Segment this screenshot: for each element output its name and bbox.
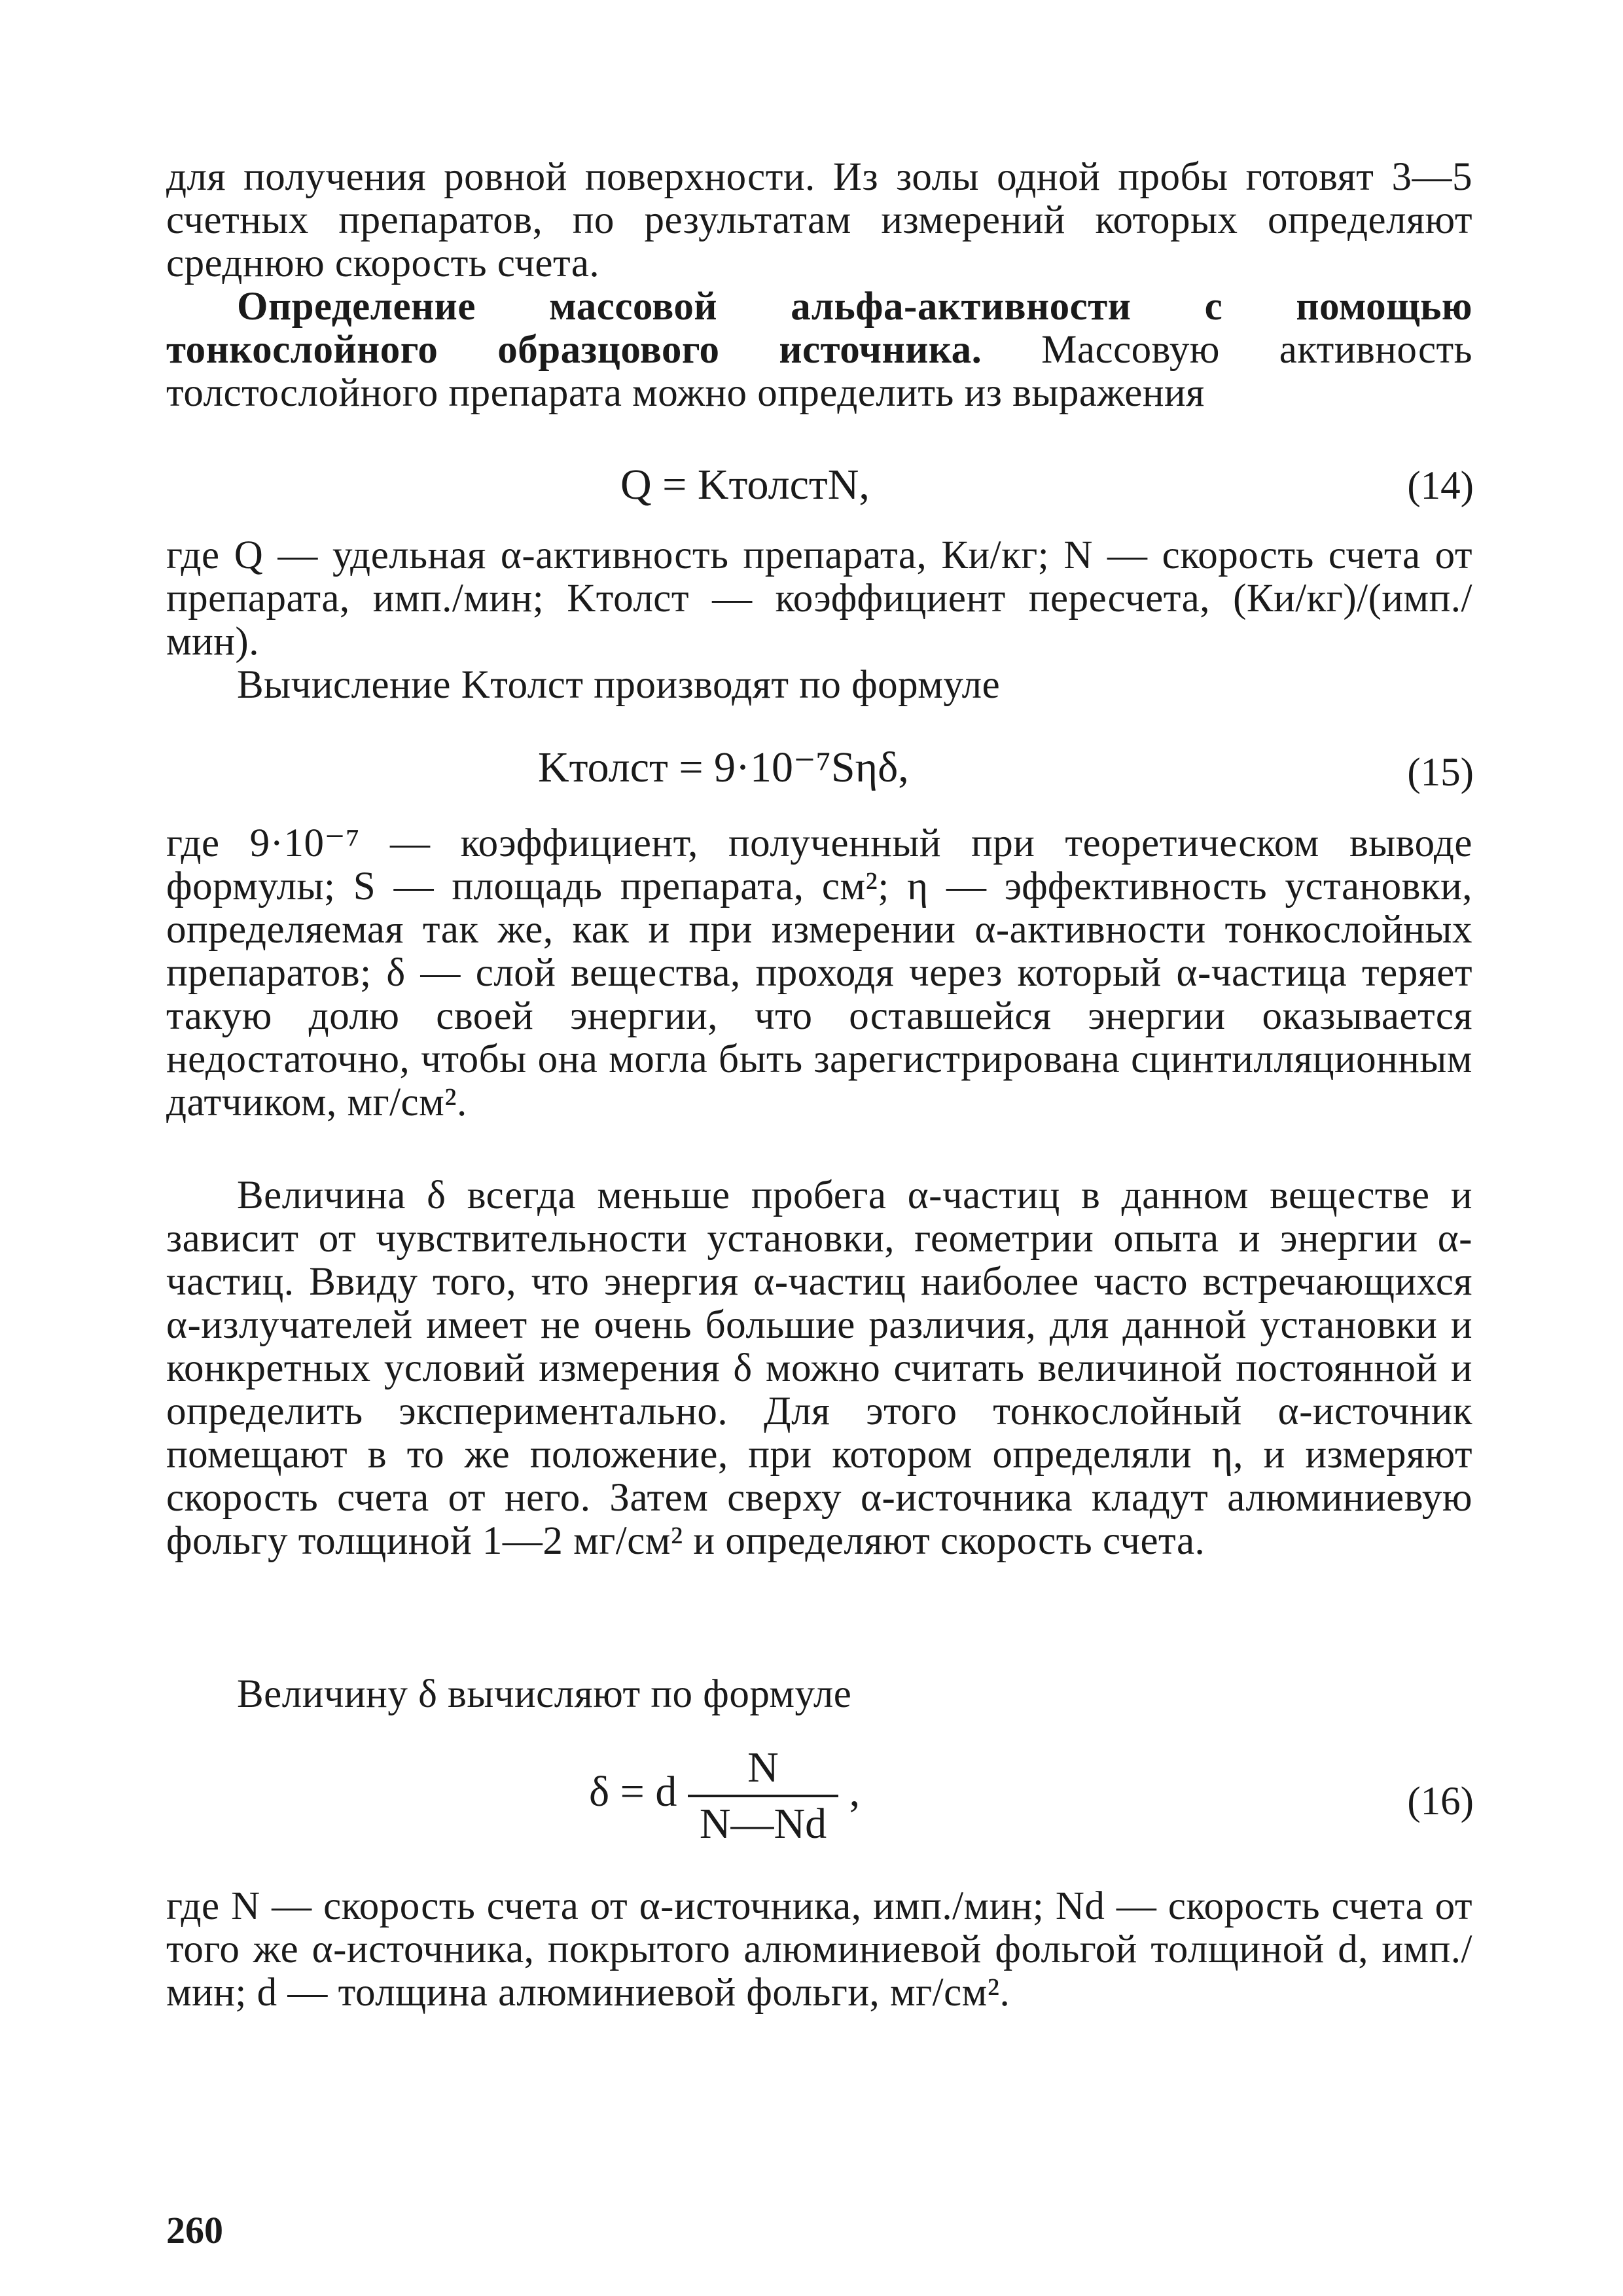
page-number: 260: [166, 2209, 223, 2251]
equation-number-16: (16): [1407, 1780, 1474, 1823]
formula-15: Kтолст = 9·10⁻⁷Sηδ,: [538, 744, 909, 791]
formula-16-denominator: N—Nd: [699, 1800, 827, 1848]
paragraph-4: Вычисление Kтолст производят по формуле: [237, 663, 1001, 707]
section-heading: Определение массовой альфа-активности с помощью тонкослойного образцового источника.: [166, 285, 1472, 372]
paragraph-8: где N — скорость счета от α-источника, имп./мин; Nd — скорость счета от того же α-источника, покрытого алюминиевой фольгой толщиной d, имп./мин; d — толщина алюминиевой фольги, мг/см².: [166, 1884, 1472, 2015]
equation-number-15: (15): [1407, 751, 1474, 795]
paragraph-6: Величина δ всегда меньше пробега α-частиц в данном веществе и зависит от чувствительности установки, геометрии опыта и энергии α-частиц. Ввиду того, что энергия α-частиц наиболее часто встречающихся α-излучателей имеет не очень большие различия, для данной установки и конкретных условий измерения δ можно считать величиной постоянной и определить экспериментально. Для этого тонкослойный α-источник помещают в то же положение, при котором определяли η, и измеряют скорость счета от него. Затем сверху α-источника кладут алюминиевую фольгу толщиной 1—2 мг/см² и определяют скорость счета.: [166, 1174, 1472, 1563]
formula-16-lhs: δ = d: [589, 1768, 677, 1816]
paragraph-7: Величину δ вычисляют по формуле: [237, 1672, 852, 1716]
formula-14: Q = KтолстN,: [620, 461, 870, 509]
paragraph-5: где 9·10⁻⁷ — коэффициент, полученный при теоретическом выводе формулы; S — площадь препарата, см²; η — эффективность установки, определяемая так же, как и при измерении α-активности тонкослойных препаратов; δ — слой вещества, проходя через который α-частица теряет такую долю своей энергии, что оставшейся энергии оказывается недостаточно, чтобы она могла быть зарегистрирована сцинтилляционным датчиком, мг/см².: [166, 821, 1472, 1124]
paragraph-3: где Q — удельная α-активность препарата, Ки/кг; N — скорость счета от препарата, имп./мин; Kтолст — коэффициент пересчета, (Ки/кг)/(имп./мин).: [166, 533, 1472, 664]
formula-16-numerator: N: [688, 1745, 838, 1797]
equation-number-14: (14): [1407, 464, 1474, 508]
formula-16: [589, 1745, 860, 1847]
paragraph-2: [166, 285, 1472, 415]
paragraph-1: для получения ровной поверхности. Из золы одной пробы готовят 3—5 счетных препаратов, по результатам измерений которых определяют среднюю скорость счета.: [166, 155, 1472, 285]
formula-16-tail: ,: [849, 1768, 861, 1816]
paragraph-2-text: Массовую активность толстослойного препарата можно определить из выражения: [166, 328, 1472, 415]
formula-16-fraction: [688, 1745, 838, 1847]
